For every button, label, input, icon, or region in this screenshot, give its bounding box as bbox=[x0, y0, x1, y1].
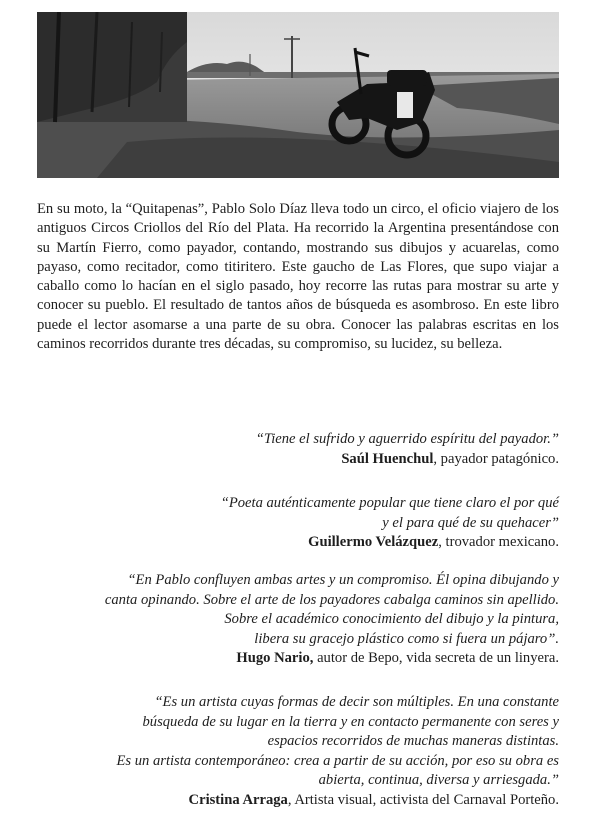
quote-role: , payador patagónico. bbox=[433, 450, 559, 467]
quote-arraga bbox=[116, 693, 559, 810]
quote-line: canta opinando. Sobre el arte de los payadores cabalga caminos sin apellido. bbox=[104, 591, 559, 608]
quote-line: espacios recorridos de muchas maneras distintas. bbox=[267, 733, 559, 749]
quote-role: autor de Bepo, vida secreta de un linyera. bbox=[313, 650, 559, 666]
intro-paragraph: En su moto, la “Quitapenas”, Pablo Solo Díaz lleva todo un circo, el oficio viajero de los antiguos Circos Criollos del Río del Plata. Ha recorrido la Argentina presentándose con su Martín Fierro, como payador, contando, mostrando sus dibujos y acuarelas, como payaso, como recitador, como titiritero. Este gaucho de Las Flores, que supo viajar a caballo como lo hacían en el siglo pasado, hoy recorre las rutas para mostrar su arte y conocer su pueblo. El resultado de tantos años de búsqueda es asombroso. En este libro puede el lector asomarse a una parte de su obra. Conocer las palabras escritas en los caminos recorridos durante tres décadas, su compromiso, su lucidez, su belleza. bbox=[37, 201, 559, 353]
quote-author: Cristina Arraga bbox=[188, 791, 288, 808]
motorcycle-on-flooded-road-photo bbox=[37, 12, 559, 178]
quote-attribution bbox=[221, 533, 559, 553]
quote-line: “Poeta auténticamente popular que tiene claro el por qué bbox=[220, 495, 559, 511]
quote-author: Guillermo Velázquez bbox=[308, 534, 439, 550]
cover-photo bbox=[37, 12, 559, 178]
quote-line: búsqueda de su lugar en la tierra y en contacto permanente con seres y bbox=[142, 713, 559, 730]
quote-nario bbox=[105, 571, 559, 669]
quote-attribution bbox=[105, 649, 559, 669]
quote-line: “En Pablo confluyen ambas artes y un compromiso. Él opina dibujando y bbox=[127, 572, 559, 588]
quote-attribution bbox=[116, 791, 559, 811]
quote-attribution bbox=[256, 450, 559, 470]
quote-line: Es un artista contemporáneo: crea a partir de su acción, por eso su obra es bbox=[116, 752, 559, 769]
quote-line: abierta, continua, diversa y arriesgada.” bbox=[318, 772, 559, 788]
quote-author: Saúl Huenchul bbox=[341, 450, 434, 467]
quote-huenchul bbox=[256, 430, 559, 469]
quote-velazquez bbox=[221, 494, 559, 553]
quote-line: libera su gracejo plástico como si fuera un pájaro”. bbox=[254, 630, 559, 647]
quote-line: “Es un artista cuyas formas de decir son múltiples. En una constante bbox=[154, 694, 559, 710]
quote-line: y el para qué de su quehacer” bbox=[382, 514, 559, 531]
quote-author: Hugo Nario, bbox=[236, 650, 314, 666]
quote-role: , Artista visual, activista del Carnaval Porteño. bbox=[287, 791, 559, 808]
quote-line: Sobre el académico conocimiento del dibujo y la pintura, bbox=[224, 611, 559, 627]
quote-role: , trovador mexicano. bbox=[438, 534, 559, 550]
quote-line: “Tiene el sufrido y aguerrido espíritu del payador.” bbox=[255, 431, 559, 447]
